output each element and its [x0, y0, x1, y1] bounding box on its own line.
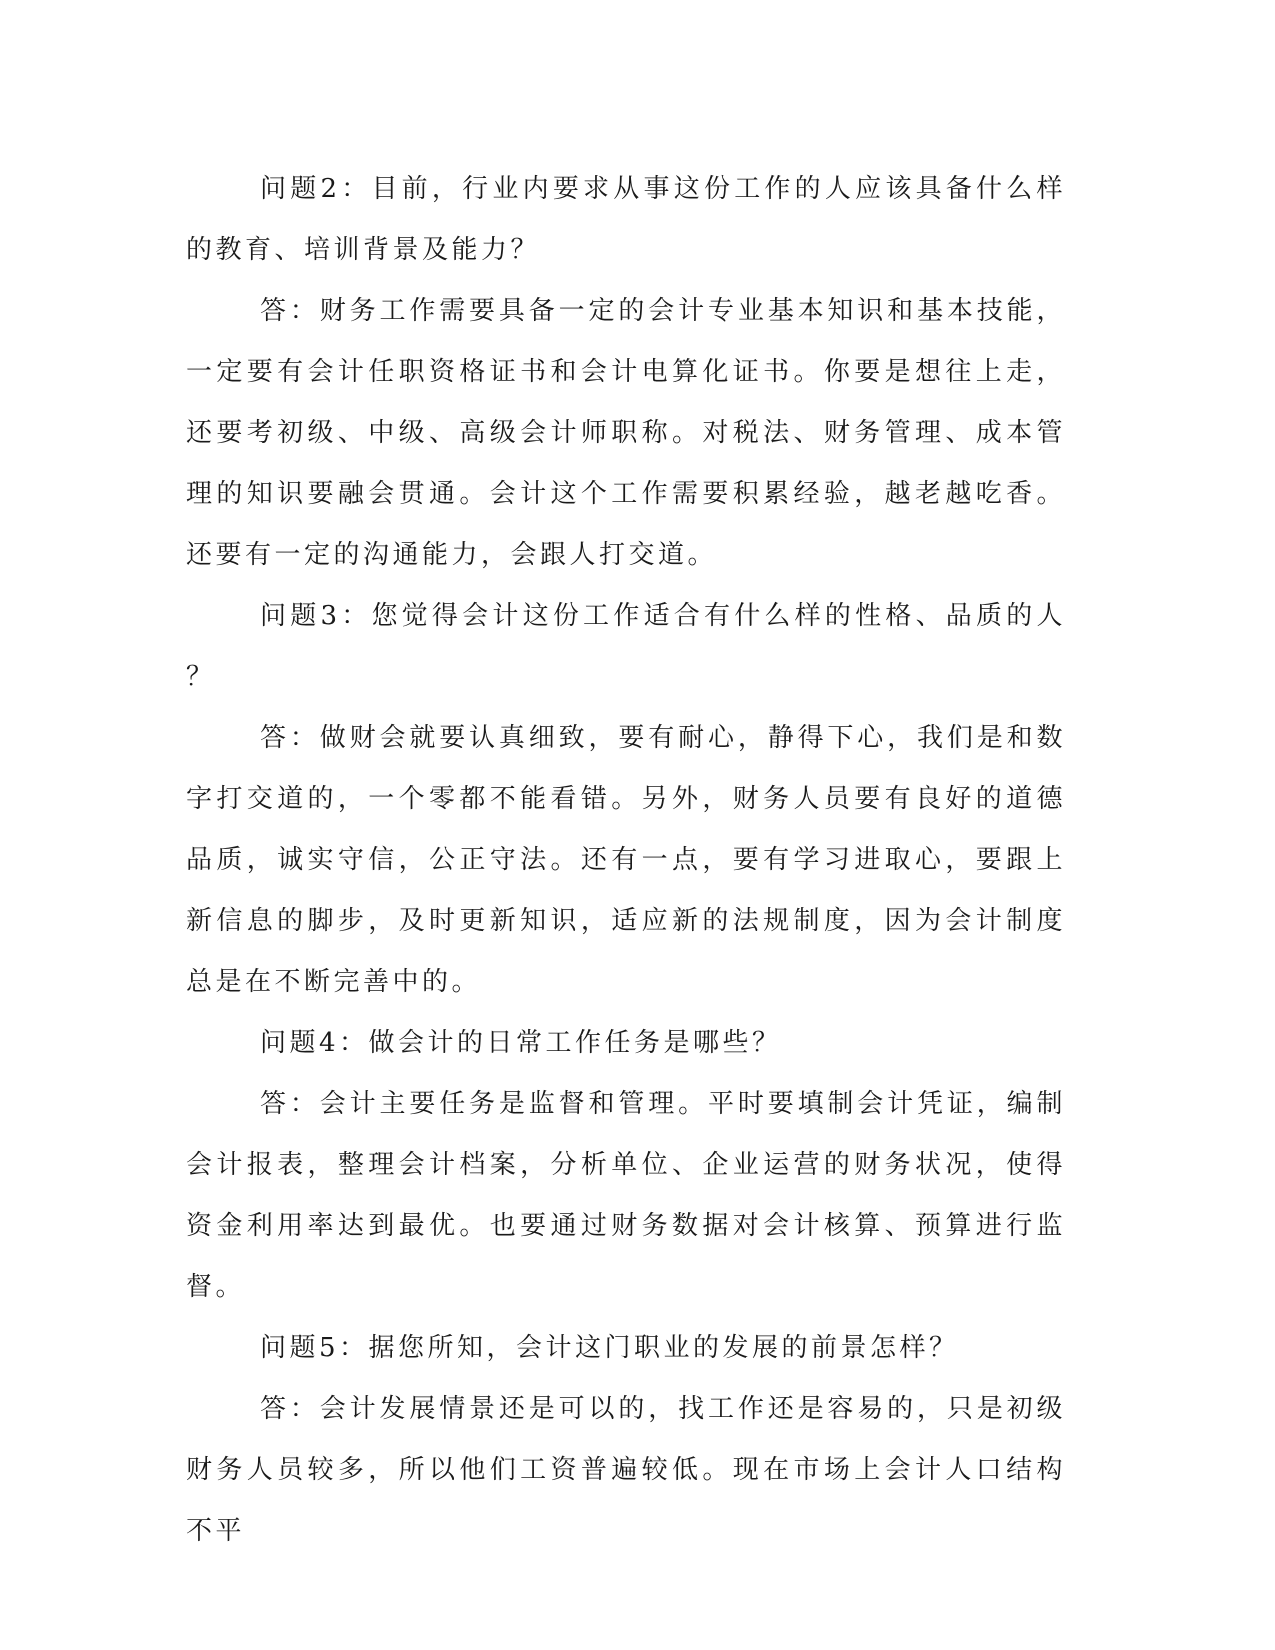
question-3: 问题3：您觉得会计这份工作适合有什么样的性格、品质的人？ — [186, 601, 1066, 692]
answer-5: 答：会计发展情景还是可以的，找工作还是容易的，只是初级财务人员较多，所以他们工资普遍较低。现在市场上会计人口结构不平 — [186, 1394, 1066, 1546]
answer-2: 答：财务工作需要具备一定的会计专业基本知识和基本技能，一定要有会计任职资格证书和会计电算化证书。你要是想往上走，还要考初级、中级、高级会计师职称。对税法、财务管理、成本管理的知识要融会贯通。会计这个工作需要积累经验，越老越吃香。还要有一定的沟通能力，会跟人打交道。 — [186, 296, 1066, 570]
question-5: 问题5：据您所知，会计这门职业的发展的前景怎样？ — [260, 1333, 959, 1363]
answer-4: 答：会计主要任务是监督和管理。平时要填制会计凭证，编制会计报表，整理会计档案，分析单位、企业运营的财务状况，使得资金利用率达到最优。也要通过财务数据对会计核算、预算进行监督。 — [186, 1089, 1066, 1302]
question-4: 问题4：做会计的日常工作任务是哪些？ — [260, 1028, 782, 1058]
question-2: 问题2：目前，行业内要求从事这份工作的人应该具备什么样的教育、培训背景及能力？ — [186, 174, 1066, 265]
answer-3: 答：做财会就要认真细致，要有耐心，静得下心，我们是和数字打交道的，一个零都不能看错。另外，财务人员要有良好的道德品质，诚实守信，公正守法。还有一点，要有学习进取心，要跟上新信息的脚步，及时更新知识，适应新的法规制度，因为会计制度总是在不断完善中的。 — [186, 723, 1066, 997]
document-body — [186, 159, 1066, 1562]
